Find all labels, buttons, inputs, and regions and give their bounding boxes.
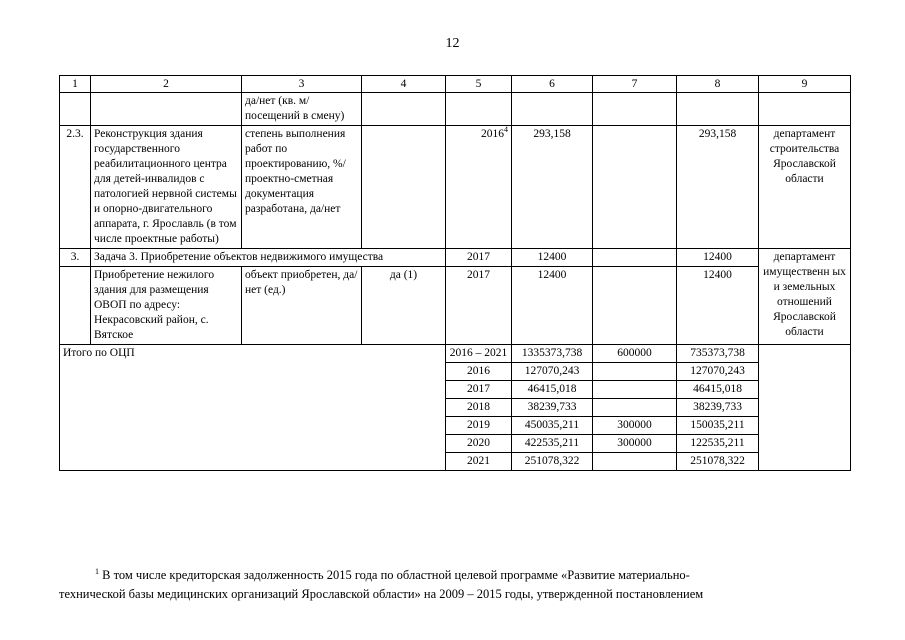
totals-year: 2017 bbox=[446, 381, 512, 399]
cell-number: 2.3. bbox=[60, 126, 91, 249]
program-table bbox=[59, 75, 851, 471]
footnote-line: технической базы медицинских организаций Ярославской области» на 2009 – 2015 годы, утвержденной постановлением bbox=[59, 587, 704, 601]
totals-total: 1335373,738 bbox=[512, 345, 593, 363]
totals-regional: 735373,738 bbox=[677, 345, 759, 363]
table-row-3 bbox=[60, 249, 851, 267]
totals-total: 422535,211 bbox=[512, 435, 593, 453]
totals-regional: 38239,733 bbox=[677, 399, 759, 417]
totals-year: 2020 bbox=[446, 435, 512, 453]
totals-total: 127070,243 bbox=[512, 363, 593, 381]
cell-empty bbox=[446, 93, 512, 126]
totals-federal: 600000 bbox=[593, 345, 677, 363]
page-number: 12 bbox=[445, 36, 460, 51]
totals-total: 251078,322 bbox=[512, 453, 593, 471]
cell-empty bbox=[677, 93, 759, 126]
header-cell: 2 bbox=[91, 76, 242, 93]
cell-empty bbox=[593, 93, 677, 126]
totals-federal bbox=[593, 453, 677, 471]
cell-number: 3. bbox=[60, 249, 91, 267]
cell-activity-name: Приобретение нежилого здания для размещения ОВОП по адресу: Некрасовский район, с. Вятское bbox=[91, 267, 242, 345]
cell-activity-name: Реконструкция здания государственного реабилитационного центра для детей-инвалидов с патологией нервной системы и опорно-двигательного аппарата, г. Ярославль (в том числе проектные работы) bbox=[91, 126, 242, 249]
table-row-continuation bbox=[60, 93, 851, 126]
totals-year: 2018 bbox=[446, 399, 512, 417]
cell-regional: 12400 bbox=[677, 249, 759, 267]
totals-federal: 300000 bbox=[593, 435, 677, 453]
totals-regional: 127070,243 bbox=[677, 363, 759, 381]
cell-empty bbox=[593, 267, 677, 345]
footnote-line bbox=[59, 566, 850, 585]
totals-year: 2016 – 2021 bbox=[446, 345, 512, 363]
totals-year: 2016 bbox=[446, 363, 512, 381]
cell-empty bbox=[91, 93, 242, 126]
header-cell: 1 bbox=[60, 76, 91, 93]
totals-federal bbox=[593, 381, 677, 399]
cell-year: 2017 bbox=[446, 249, 512, 267]
totals-total: 46415,018 bbox=[512, 381, 593, 399]
cell-empty bbox=[759, 345, 851, 471]
header-cell: 8 bbox=[677, 76, 759, 93]
totals-federal bbox=[593, 399, 677, 417]
cell-year: 2017 bbox=[446, 267, 512, 345]
totals-year: 2019 bbox=[446, 417, 512, 435]
header-row bbox=[60, 76, 851, 93]
header-cell: 3 bbox=[242, 76, 362, 93]
table-row-3-1 bbox=[60, 267, 851, 345]
cell-indicator: степень выполнения работ по проектированию, %/ проектно-сметная документация разработана, да/нет bbox=[242, 126, 362, 249]
totals-regional: 46415,018 bbox=[677, 381, 759, 399]
cell-regional: 12400 bbox=[677, 267, 759, 345]
header-cell: 6 bbox=[512, 76, 593, 93]
cell-empty bbox=[60, 267, 91, 345]
cell-total: 12400 bbox=[512, 249, 593, 267]
header-cell: 4 bbox=[362, 76, 446, 93]
cell-empty bbox=[60, 93, 91, 126]
cell-task-name: Задача 3. Приобретение объектов недвижимого имущества bbox=[91, 249, 446, 267]
cell-empty bbox=[593, 249, 677, 267]
cell-executor: департамент строительства Ярославской области bbox=[759, 126, 851, 249]
cell-totals-label: Итого по ОЦП bbox=[60, 345, 446, 471]
cell-empty bbox=[362, 93, 446, 126]
cell-empty bbox=[362, 126, 446, 249]
cell-empty bbox=[759, 93, 851, 126]
footnote bbox=[59, 566, 850, 604]
cell-indicator: объект приобретен, да/нет (ед.) bbox=[242, 267, 362, 345]
cell-regional: 293,158 bbox=[677, 126, 759, 249]
cell-total: 12400 bbox=[512, 267, 593, 345]
totals-federal bbox=[593, 363, 677, 381]
cell-year bbox=[446, 126, 512, 249]
totals-total: 450035,211 bbox=[512, 417, 593, 435]
cell-empty bbox=[593, 126, 677, 249]
cell-planned-value: да (1) bbox=[362, 267, 446, 345]
totals-regional: 122535,211 bbox=[677, 435, 759, 453]
cell-total: 293,158 bbox=[512, 126, 593, 249]
header-cell: 7 bbox=[593, 76, 677, 93]
footnote-marker: 1 bbox=[95, 566, 99, 576]
cell-executor: департамент имущественн ых и земельных отношений Ярославской области bbox=[759, 249, 851, 345]
totals-year: 2021 bbox=[446, 453, 512, 471]
totals-total: 38239,733 bbox=[512, 399, 593, 417]
footnote-ref: 4 bbox=[504, 125, 508, 135]
table-row-2-3 bbox=[60, 126, 851, 249]
year-value: 2016 bbox=[481, 128, 504, 140]
totals-regional: 150035,211 bbox=[677, 417, 759, 435]
header-cell: 9 bbox=[759, 76, 851, 93]
cell-empty bbox=[512, 93, 593, 126]
totals-regional: 251078,322 bbox=[677, 453, 759, 471]
footnote-text: В том числе кредиторская задолженность 2015 года по областной целевой программе «Развитие материально- bbox=[99, 568, 690, 582]
totals-row bbox=[60, 345, 851, 363]
totals-federal: 300000 bbox=[593, 417, 677, 435]
cell-indicator: да/нет (кв. м/ посещений в смену) bbox=[242, 93, 362, 126]
header-cell: 5 bbox=[446, 76, 512, 93]
